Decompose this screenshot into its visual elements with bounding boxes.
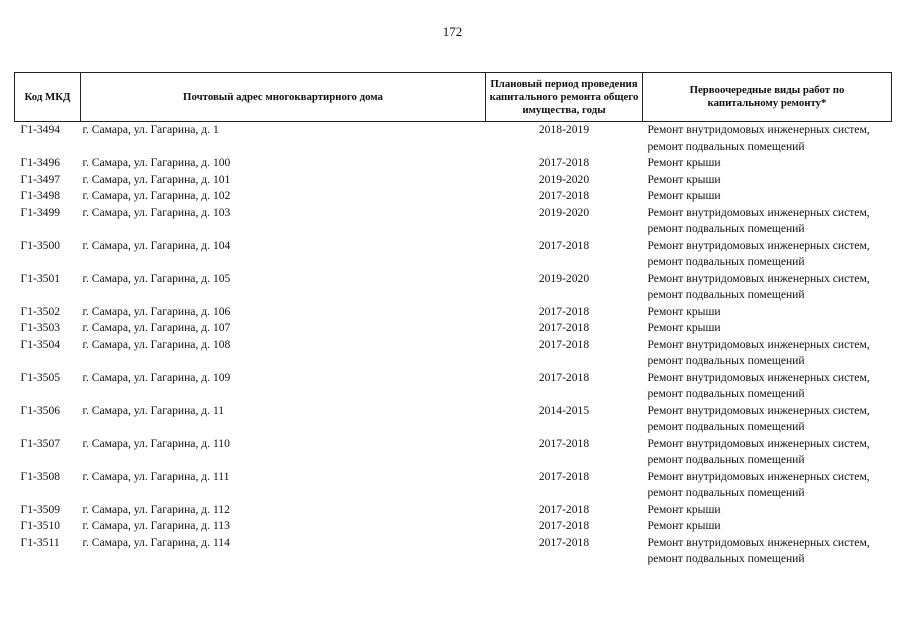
capital-repair-table — [14, 72, 892, 568]
works-line: Ремонт внутридомовых инженерных систем, — [647, 337, 870, 351]
works-line: Ремонт крыши — [647, 321, 721, 334]
cell-period: 2019-2020 — [538, 205, 590, 219]
cell-period: 2018-2019 — [538, 123, 590, 136]
works-line: Ремонт внутридомовых инженерных систем, — [647, 469, 870, 483]
cell-address: г. Самара, ул. Гагарина, д. 108 — [82, 337, 231, 351]
cell-code: Г1-3496 — [20, 156, 61, 169]
works-line: Ремонт внутридомовых инженерных систем, — [647, 403, 870, 417]
cell-address: г. Самара, ул. Гагарина, д. 105 — [82, 271, 231, 285]
table-header — [15, 73, 892, 122]
cell-address: г. Самара, ул. Гагарина, д. 101 — [82, 172, 231, 186]
table-row — [15, 436, 892, 469]
cell-address: г. Самара, ул. Гагарина, д. 100 — [82, 156, 231, 169]
cell-works — [643, 238, 892, 271]
table-row — [15, 172, 892, 189]
works-line: Ремонт крыши — [647, 172, 721, 186]
cell-works — [643, 205, 892, 238]
cell-works — [643, 436, 892, 469]
cell-works — [643, 370, 892, 403]
table-row — [15, 469, 892, 502]
works-line: ремонт подвальных помещений — [647, 354, 805, 367]
cell-code: Г1-3500 — [20, 238, 61, 252]
table-row — [15, 155, 892, 172]
works-line: ремонт подвальных помещений — [647, 288, 805, 301]
cell-period: 2017-2018 — [538, 337, 590, 351]
header-address: Почтовый адрес многоквартирного дома — [81, 73, 486, 122]
table-row — [15, 518, 892, 535]
cell-period: 2017-2018 — [538, 519, 590, 532]
cell-code: Г1-3508 — [20, 469, 61, 483]
table-row — [15, 205, 892, 238]
cell-works — [643, 502, 892, 519]
works-line: Ремонт внутридомовых инженерных систем, — [647, 535, 870, 549]
cell-address: г. Самара, ул. Гагарина, д. 104 — [82, 238, 231, 252]
header-row — [15, 73, 892, 122]
works-line: Ремонт крыши — [647, 519, 721, 532]
cell-code: Г1-3503 — [20, 321, 61, 334]
works-line: Ремонт внутридомовых инженерных систем, — [647, 238, 870, 252]
cell-address: г. Самара, ул. Гагарина, д. 113 — [82, 519, 230, 532]
cell-code: Г1-3507 — [20, 436, 61, 450]
cell-code: Г1-3504 — [20, 337, 61, 351]
cell-period: 2017-2018 — [538, 304, 590, 318]
works-line: ремонт подвальных помещений — [647, 139, 805, 153]
cell-code: Г1-3511 — [20, 535, 60, 549]
works-line: ремонт подвальных помещений — [647, 387, 805, 400]
cell-period: 2017-2018 — [538, 469, 590, 483]
cell-address: г. Самара, ул. Гагарина, д. 103 — [82, 205, 231, 219]
cell-address: г. Самара, ул. Гагарина, д. 11 — [82, 403, 225, 417]
works-line: ремонт подвальных помещений — [647, 222, 805, 235]
table-row — [15, 403, 892, 436]
cell-works — [643, 337, 892, 370]
cell-period: 2017-2018 — [538, 238, 590, 252]
works-line: Ремонт крыши — [647, 502, 721, 516]
works-line: Ремонт внутридомовых инженерных систем, — [647, 123, 870, 136]
cell-works — [643, 403, 892, 436]
table-body — [15, 122, 892, 568]
header-code: Код МКД — [15, 73, 81, 122]
cell-code: Г1-3501 — [20, 271, 61, 285]
cell-address: г. Самара, ул. Гагарина, д. 102 — [82, 189, 231, 202]
table-row — [15, 502, 892, 519]
table-row — [15, 122, 892, 156]
works-line: Ремонт внутридомовых инженерных систем, — [647, 370, 870, 384]
cell-works — [643, 535, 892, 568]
cell-works — [643, 122, 892, 156]
works-line: Ремонт внутридомовых инженерных систем, — [647, 271, 870, 285]
works-line: Ремонт крыши — [647, 189, 721, 202]
cell-period: 2014-2015 — [538, 403, 590, 417]
works-line: Ремонт внутридомовых инженерных систем, — [647, 205, 870, 219]
works-line: ремонт подвальных помещений — [647, 255, 805, 268]
cell-code: Г1-3510 — [20, 519, 61, 532]
works-line: ремонт подвальных помещений — [647, 420, 805, 433]
cell-code: Г1-3497 — [20, 172, 61, 186]
page-number: 172 — [442, 24, 463, 39]
table-row — [15, 238, 892, 271]
cell-code: Г1-3498 — [20, 189, 61, 202]
cell-period: 2017-2018 — [538, 502, 590, 516]
cell-address: г. Самара, ул. Гагарина, д. 114 — [82, 535, 230, 549]
cell-period: 2017-2018 — [538, 189, 590, 202]
table-row — [15, 304, 892, 321]
header-period: Плановый период проведения капитального ремонта общего имущества, годы — [486, 73, 643, 122]
cell-code: Г1-3506 — [20, 403, 61, 417]
cell-works — [643, 172, 892, 189]
cell-works — [643, 518, 892, 535]
table-row — [15, 535, 892, 568]
cell-works — [643, 469, 892, 502]
cell-period: 2017-2018 — [538, 156, 590, 169]
cell-period: 2019-2020 — [538, 172, 590, 186]
cell-address: г. Самара, ул. Гагарина, д. 112 — [82, 502, 230, 516]
cell-code: Г1-3499 — [20, 205, 61, 219]
cell-address: г. Самара, ул. Гагарина, д. 106 — [82, 304, 231, 318]
cell-works — [643, 320, 892, 337]
cell-code: Г1-3505 — [20, 370, 61, 384]
cell-period: 2017-2018 — [538, 321, 590, 334]
cell-address: г. Самара, ул. Гагарина, д. 110 — [82, 436, 230, 450]
cell-period: 2017-2018 — [538, 535, 590, 549]
table-row — [15, 188, 892, 205]
works-line: ремонт подвальных помещений — [647, 486, 805, 499]
cell-period: 2017-2018 — [538, 370, 590, 384]
cell-address: г. Самара, ул. Гагарина, д. 111 — [82, 469, 230, 483]
table-row — [15, 337, 892, 370]
works-line: Ремонт крыши — [647, 304, 721, 318]
cell-works — [643, 304, 892, 321]
works-line: ремонт подвальных помещений — [647, 552, 805, 565]
works-line: Ремонт внутридомовых инженерных систем, — [647, 436, 870, 450]
cell-address: г. Самара, ул. Гагарина, д. 107 — [82, 321, 231, 334]
header-works: Первоочередные виды работ по капитальному ремонту* — [643, 73, 892, 122]
table-row — [15, 370, 892, 403]
cell-works — [643, 155, 892, 172]
cell-address: г. Самара, ул. Гагарина, д. 1 — [82, 123, 219, 136]
cell-works — [643, 271, 892, 304]
cell-code: Г1-3494 — [20, 123, 61, 136]
table-row — [15, 271, 892, 304]
cell-code: Г1-3502 — [20, 304, 61, 318]
cell-period: 2019-2020 — [538, 271, 590, 285]
cell-code: Г1-3509 — [20, 502, 61, 516]
cell-works — [643, 188, 892, 205]
cell-address: г. Самара, ул. Гагарина, д. 109 — [82, 370, 231, 384]
table-row — [15, 320, 892, 337]
cell-period: 2017-2018 — [538, 436, 590, 450]
works-line: ремонт подвальных помещений — [647, 453, 805, 466]
works-line: Ремонт крыши — [647, 156, 721, 169]
